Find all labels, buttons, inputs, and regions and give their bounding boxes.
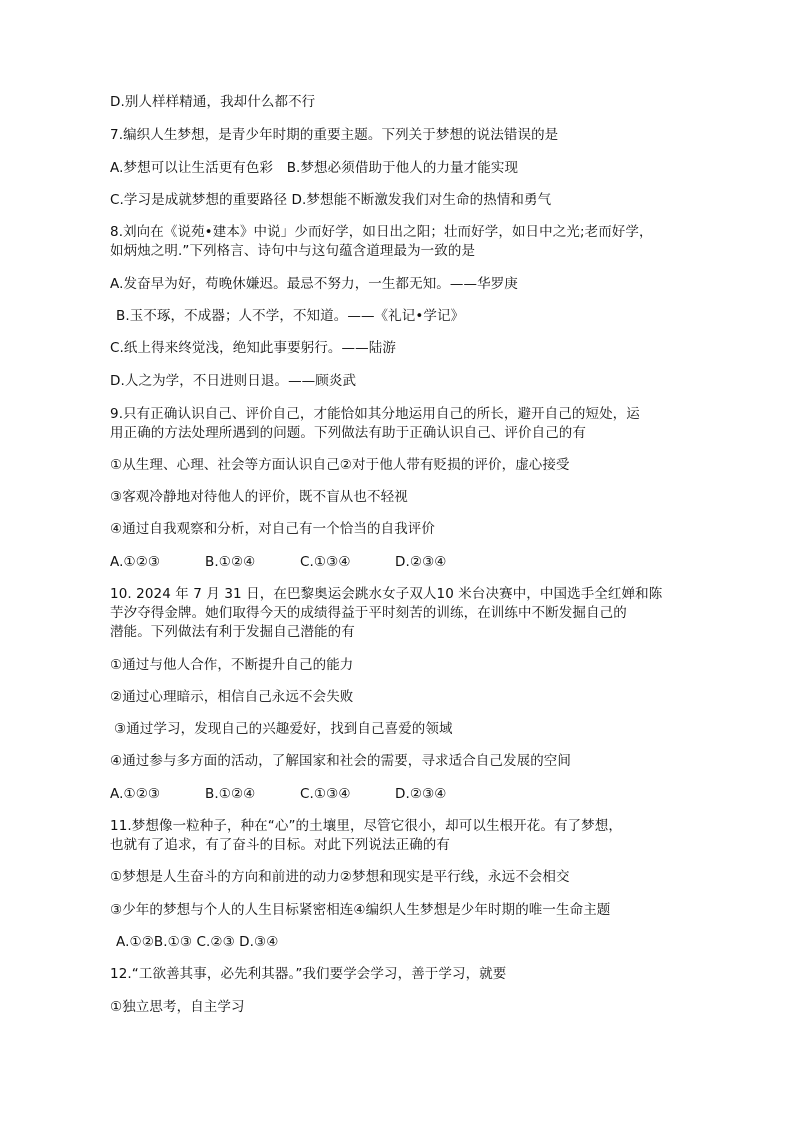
q10-item-1: ①通过与他人合作，不断提升自己的能力 — [110, 657, 354, 673]
q10-stem-line3: 潜能。下列做法有利于发掘自己潜能的有 — [110, 624, 355, 640]
q10-stem-line2: 芋汐夺得金牌。她们取得今天的成绩得益于平时刻苦的训练，在训练中不断发掘自己的 — [110, 605, 627, 621]
q9-choice-b: B.①②④ — [205, 554, 256, 570]
q9-stem-line2: 用正确的方法处理所遇到的问题。下列做法有助于正确认识自己、评价自己的有 — [110, 425, 586, 441]
q10-choice-d: D.②③④ — [395, 786, 447, 802]
q9-item-1-2: ①从生理、心理、社会等方面认识自己②对于他人带有贬损的评价，虚心接受 — [110, 457, 570, 473]
q10-item-2: ②通过心理暗示，相信自己永远不会失败 — [110, 689, 354, 705]
q10-stem-line1: 10. 2024 年 7 月 31 日，在巴黎奥运会跳水女子双人10 米台决赛中，中国选手全红婵和陈 — [110, 586, 663, 602]
q9-choice-a: A.①②③ — [110, 554, 161, 570]
q6-option-d: D.别人样样精通，我却什么都不行 — [110, 94, 316, 110]
q11-stem-line1: 11.梦想像一粒种子，种在“心”的土壤里，尽管它很小，却可以生根开花。有了梦想， — [110, 818, 622, 834]
q10-choices — [110, 784, 700, 804]
q9-choice-c: C.①③④ — [300, 554, 351, 570]
q8-stem-line1: 8.刘向在《说苑•建本》中说」少而好学，如日出之阳；壮而好学，如日中之光;老而好学， — [110, 224, 653, 240]
q8-option-a: A.发奋早为好，苟晚休嫌迟。最忌不努力，一生都无知。——华罗庚 — [110, 276, 518, 292]
q8-option-b: B.玉不琢，不成器；人不学，不知道。——《礼记•学记》 — [116, 308, 465, 324]
q8-option-d: D.人之为学，不日进则日退。——顾炎武 — [110, 373, 357, 389]
q9-stem-line1: 9.只有正确认识自己、评价自己，才能恰如其分地运用自己的所长，避开自己的短处，运 — [110, 406, 640, 422]
q8-stem-line2: 如炳烛之明.”下列格言、诗句中与这句蕴含道理最为一致的是 — [110, 243, 476, 259]
q9-item-4: ④通过自我观察和分析，对自己有一个恰当的自我评价 — [110, 521, 436, 537]
q10-choice-b: B.①②④ — [205, 786, 256, 802]
q10-choice-a: A.①②③ — [110, 786, 161, 802]
q11-stem-line2: 也就有了追求，有了奋斗的目标。对此下列说法正确的有 — [110, 837, 450, 853]
q12-stem: 12.“工欲善其事，必先利其器。”我们要学会学习，善于学习，就要 — [110, 966, 507, 982]
q10-item-4: ④通过参与多方面的活动，了解国家和社会的需要，寻求适合自己发展的空间 — [110, 753, 572, 769]
q7-options-cd: C.学习是成就梦想的重要路径 D.梦想能不断激发我们对生命的热情和勇气 — [110, 192, 552, 208]
q11-choices: A.①②B.①③ C.②③ D.③④ — [116, 934, 279, 950]
q7-options-ab: A.梦想可以让生活更有色彩 B.梦想必须借助于他人的力量才能实现 — [110, 160, 519, 176]
q11-items-1-2: ①梦想是人生奋斗的方向和前进的动力②梦想和现实是平行线，永远不会相交 — [110, 869, 570, 885]
q12-item-1: ①独立思考，自主学习 — [110, 999, 245, 1015]
q8-option-c: C.纸上得来终觉浅，绝知此事要躬行。——陆游 — [110, 340, 396, 356]
q11-items-3-4: ③少年的梦想与个人的人生目标紧密相连④编织人生梦想是少年时期的唯一生命主题 — [110, 902, 611, 918]
q9-choices — [110, 552, 700, 572]
q10-choice-c: C.①③④ — [300, 786, 351, 802]
q7-stem: 7.编织人生梦想，是青少年时期的重要主题。下列关于梦想的说法错误的是 — [110, 127, 559, 143]
q9-choice-d: D.②③④ — [395, 554, 447, 570]
q10-item-3: ③通过学习，发现自己的兴趣爱好，找到自己喜爱的领域 — [114, 721, 453, 737]
q9-item-3: ③客观冷静地对待他人的评价，既不盲从也不轻视 — [110, 489, 408, 505]
